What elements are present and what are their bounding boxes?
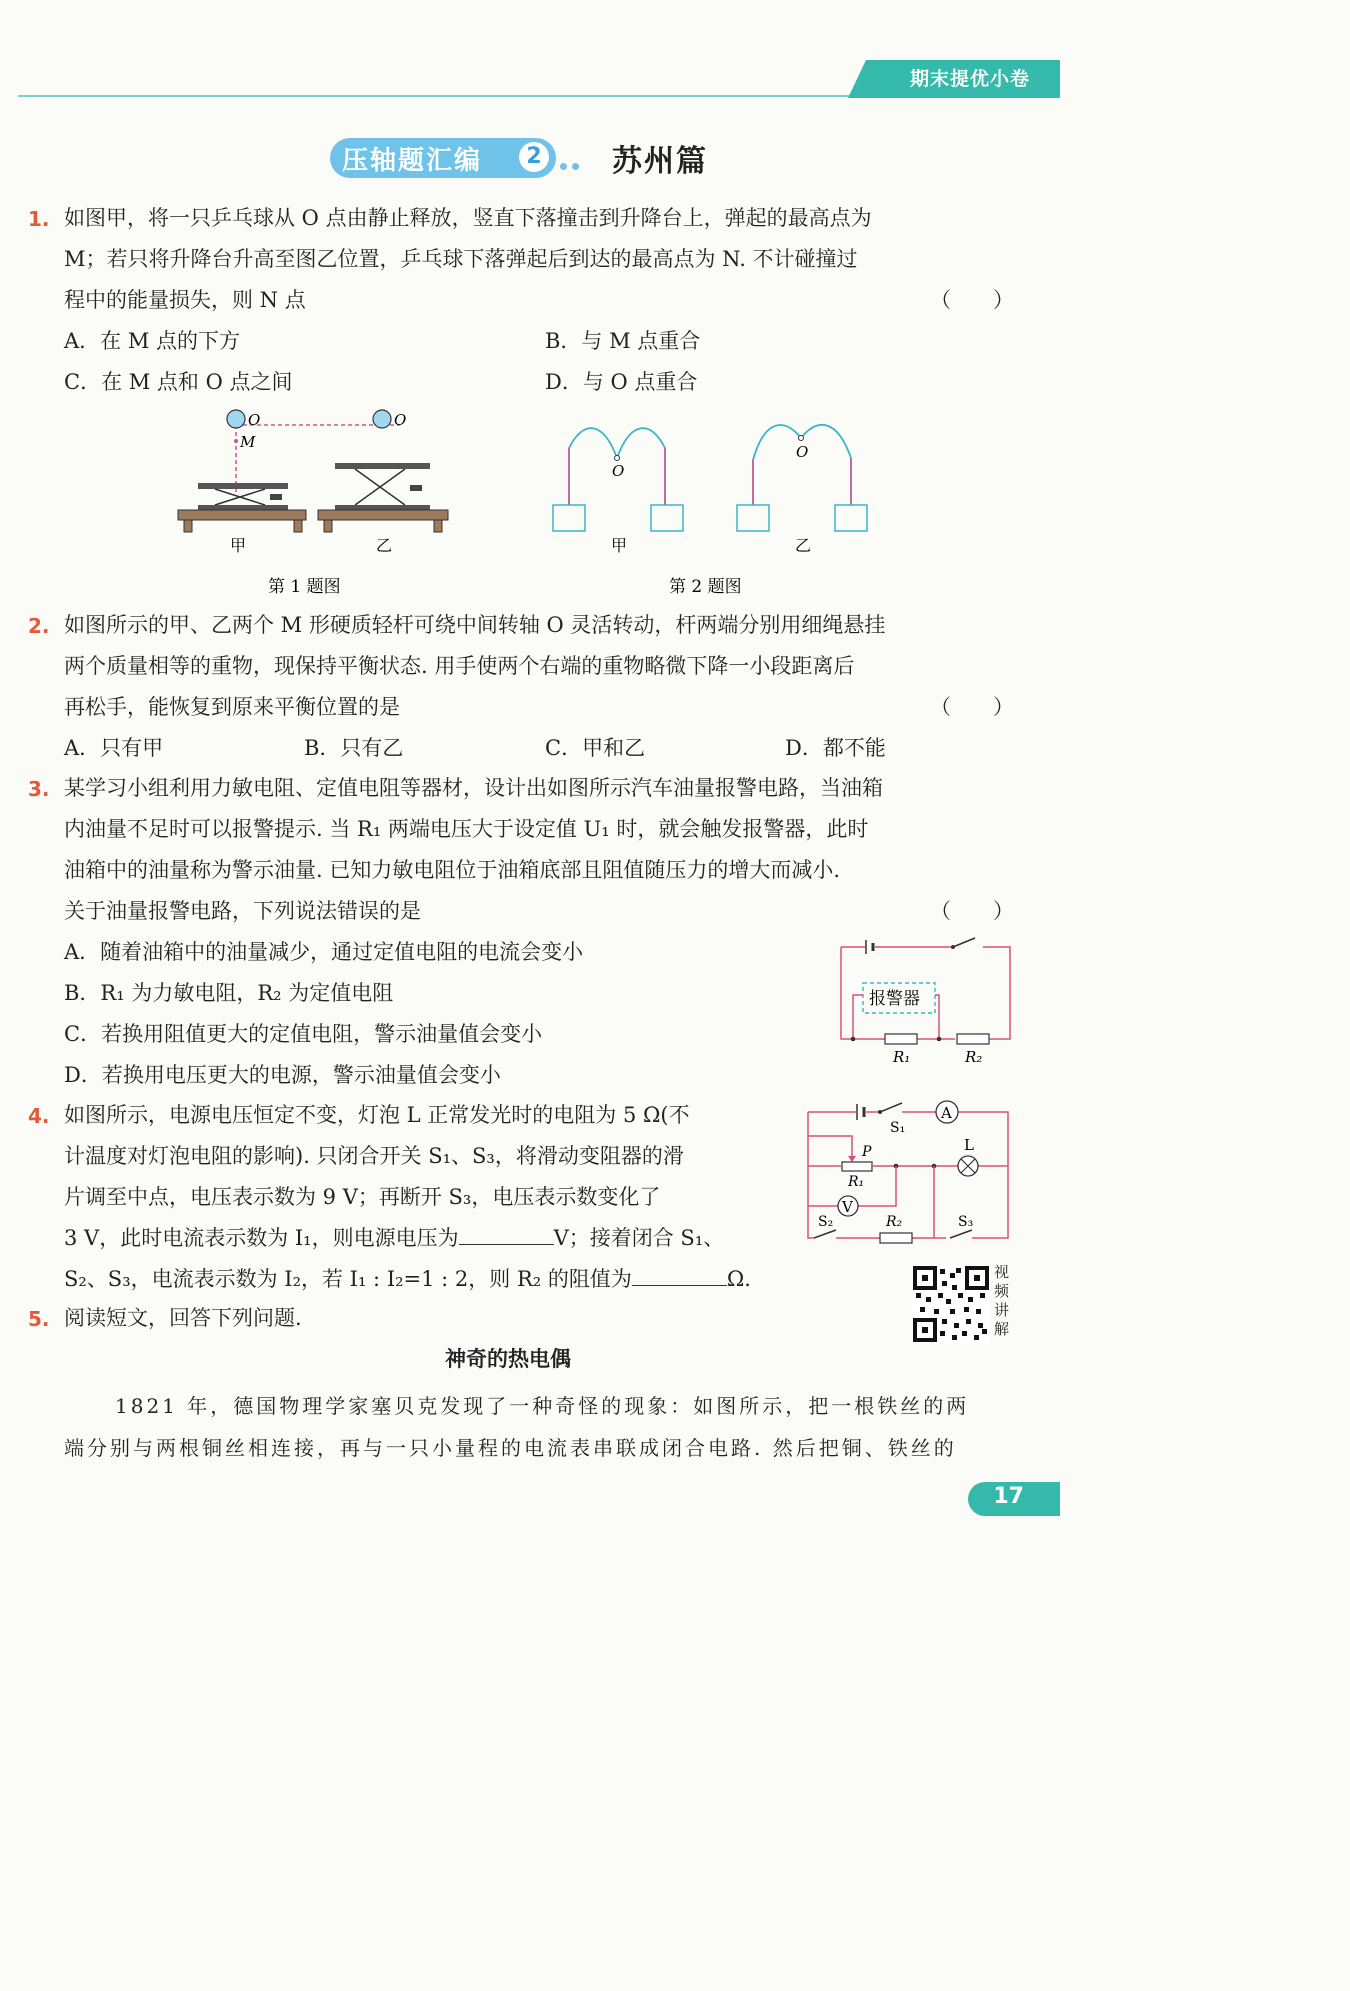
fig2-caption: 第 2 题图 — [669, 577, 742, 597]
q3-answer-paren: （ ） — [930, 899, 1014, 923]
q2-option-c: C．甲和乙 — [545, 736, 646, 760]
q1-option-c: C．在 M 点和 O 点之间 — [64, 370, 293, 394]
fig4-p-label: P — [862, 1144, 872, 1160]
q5-passage-line2: 端分别与两根铜丝相连接，再与一只小量程的电流表串联成闭合电路. 然后把铜、铁丝的 — [64, 1436, 957, 1460]
fig3-r2-label: R₂ — [965, 1048, 983, 1066]
title-dots — [560, 155, 584, 174]
fig2-yi: 乙 — [795, 536, 812, 555]
q5-heading: 神奇的热电偶 — [445, 1347, 571, 1371]
fig1-jia: 甲 — [230, 536, 247, 555]
fig4-s1-label: S₁ — [890, 1120, 906, 1136]
q1-line1: 如图甲，将一只乒乓球从 O 点由静止释放，竖直下落撞击到升降台上，弹起的最高点为 — [64, 206, 872, 230]
q3-line1: 某学习小组利用力敏电阻、定值电阻等器材，设计出如图所示汽车油量报警电路，当油箱 — [64, 776, 883, 800]
fig4-lamp-label: L — [964, 1136, 974, 1154]
q4-blank-resistance[interactable] — [632, 1265, 727, 1286]
q1-answer-paren: （ ） — [930, 288, 1014, 312]
q4-line5-text-b: Ω. — [726, 1267, 751, 1291]
q2-line3: 再松手，能恢复到原来平衡位置的是 — [64, 695, 400, 719]
q4-line4 — [64, 1218, 724, 1258]
q3-option-c: C．若换用阻值更大的定值电阻，警示油量值会变小 — [64, 1022, 543, 1046]
q1-option-d: D．与 O 点重合 — [545, 370, 698, 394]
fig1-o-label: O — [248, 411, 261, 429]
section-title: 苏州篇 — [612, 144, 708, 179]
q3-option-d: D．若换用电压更大的电源，警示油量值会变小 — [64, 1063, 501, 1087]
fig4-s2-label: S₂ — [818, 1214, 834, 1230]
fig1-o-label-2: O — [394, 411, 407, 429]
fig1-yi: 乙 — [376, 536, 393, 555]
fig4-ammeter-label: A — [941, 1104, 952, 1122]
q4-line1: 如图所示，电源电压恒定不变，灯泡 L 正常发光时的电阻为 5 Ω(不 — [64, 1103, 690, 1127]
q2-line1: 如图所示的甲、乙两个 M 形硬质轻杆可绕中间转轴 O 灵活转动，杆两端分别用细绳悬挂 — [64, 613, 886, 637]
q2-option-b: B．只有乙 — [304, 736, 404, 760]
fig3-alarm-label: 报警器 — [869, 989, 920, 1009]
fig2-jia: 甲 — [611, 536, 628, 555]
q1-option-b: B．与 M 点重合 — [545, 329, 701, 353]
q5-number: 5. — [28, 1307, 50, 1331]
page-number: 17 — [993, 1484, 1024, 1509]
title-number: 2 — [519, 142, 549, 172]
figure-1 — [170, 405, 460, 605]
figure-2 — [545, 410, 875, 605]
q4-blank-voltage[interactable] — [459, 1224, 554, 1245]
fig1-m-label: M — [240, 433, 256, 451]
q1-option-a: A．在 M 点的下方 — [64, 329, 241, 353]
q4-line5 — [64, 1259, 751, 1299]
q2-option-d: D．都不能 — [785, 736, 886, 760]
fig4-s3-label: S₃ — [958, 1214, 974, 1230]
q4-line5-text: S₂、S₃，电流表示数为 I₂，若 I₁ : I₂=1 : 2，则 R₂ 的阻值为 — [64, 1267, 632, 1291]
figure-4-circuit — [800, 1098, 1015, 1250]
q4-number: 4. — [28, 1104, 50, 1128]
q3-line4: 关于油量报警电路，下列说法错误的是 — [64, 899, 421, 923]
q4-line4-text-b: V；接着闭合 S₁、 — [553, 1226, 725, 1250]
qr-code[interactable] — [912, 1265, 992, 1343]
header-tag: 期末提优小卷 — [909, 68, 1030, 90]
figure-3-circuit — [835, 935, 1017, 1070]
fig4-r2-label: R₂ — [886, 1214, 903, 1230]
q2-line2: 两个质量相等的重物，现保持平衡状态. 用手使两个右端的重物略微下降一小段距离后 — [64, 654, 855, 678]
q2-number: 2. — [28, 614, 50, 638]
title-series: 压轴题汇编 — [342, 146, 483, 176]
q3-line3: 油箱中的油量称为警示油量. 已知力敏电阻位于油箱底部且阻值随压力的增大而减小. — [64, 858, 841, 882]
q3-number: 3. — [28, 777, 50, 801]
q3-option-b: B．R₁ 为力敏电阻，R₂ 为定值电阻 — [64, 981, 394, 1005]
q5-passage-line1: 1821 年，德国物理学家塞贝克发现了一种奇怪的现象：如图所示，把一根铁丝的两 — [115, 1394, 970, 1418]
q4-line2: 计温度对灯泡电阻的影响). 只闭合开关 S₁、S₃，将滑动变阻器的滑 — [64, 1144, 684, 1168]
q2-option-a: A．只有甲 — [64, 736, 164, 760]
fig2-o-label-jia: O — [612, 462, 625, 480]
q3-line2: 内油量不足时可以报警提示. 当 R₁ 两端电压大于设定值 U₁ 时，就会触发报警器，此时 — [64, 817, 869, 841]
q5-line1: 阅读短文，回答下列问题. — [64, 1306, 302, 1330]
qr-label: 视 频 讲 解 — [994, 1263, 1010, 1338]
fig1-caption: 第 1 题图 — [268, 577, 341, 597]
fig4-r1-label: R₁ — [848, 1174, 865, 1190]
q3-option-a: A．随着油箱中的油量减少，通过定值电阻的电流会变小 — [64, 940, 584, 964]
fig4-voltmeter-label: V — [842, 1198, 853, 1216]
q1-line2: M；若只将升降台升高至图乙位置，乒乓球下落弹起后到达的最高点为 N. 不计碰撞过 — [64, 247, 858, 271]
q1-number: 1. — [28, 207, 50, 231]
q4-line4-text: 3 V，此时电流表示数为 I₁，则电源电压为 — [64, 1226, 459, 1250]
fig3-r1-label: R₁ — [893, 1048, 911, 1066]
q1-line3: 程中的能量损失，则 N 点 — [64, 288, 306, 312]
q2-answer-paren: （ ） — [930, 695, 1014, 719]
fig2-o-label-yi: O — [796, 443, 809, 461]
q4-line3: 片调至中点，电压表示数为 9 V；再断开 S₃，电压表示数变化了 — [64, 1185, 661, 1209]
